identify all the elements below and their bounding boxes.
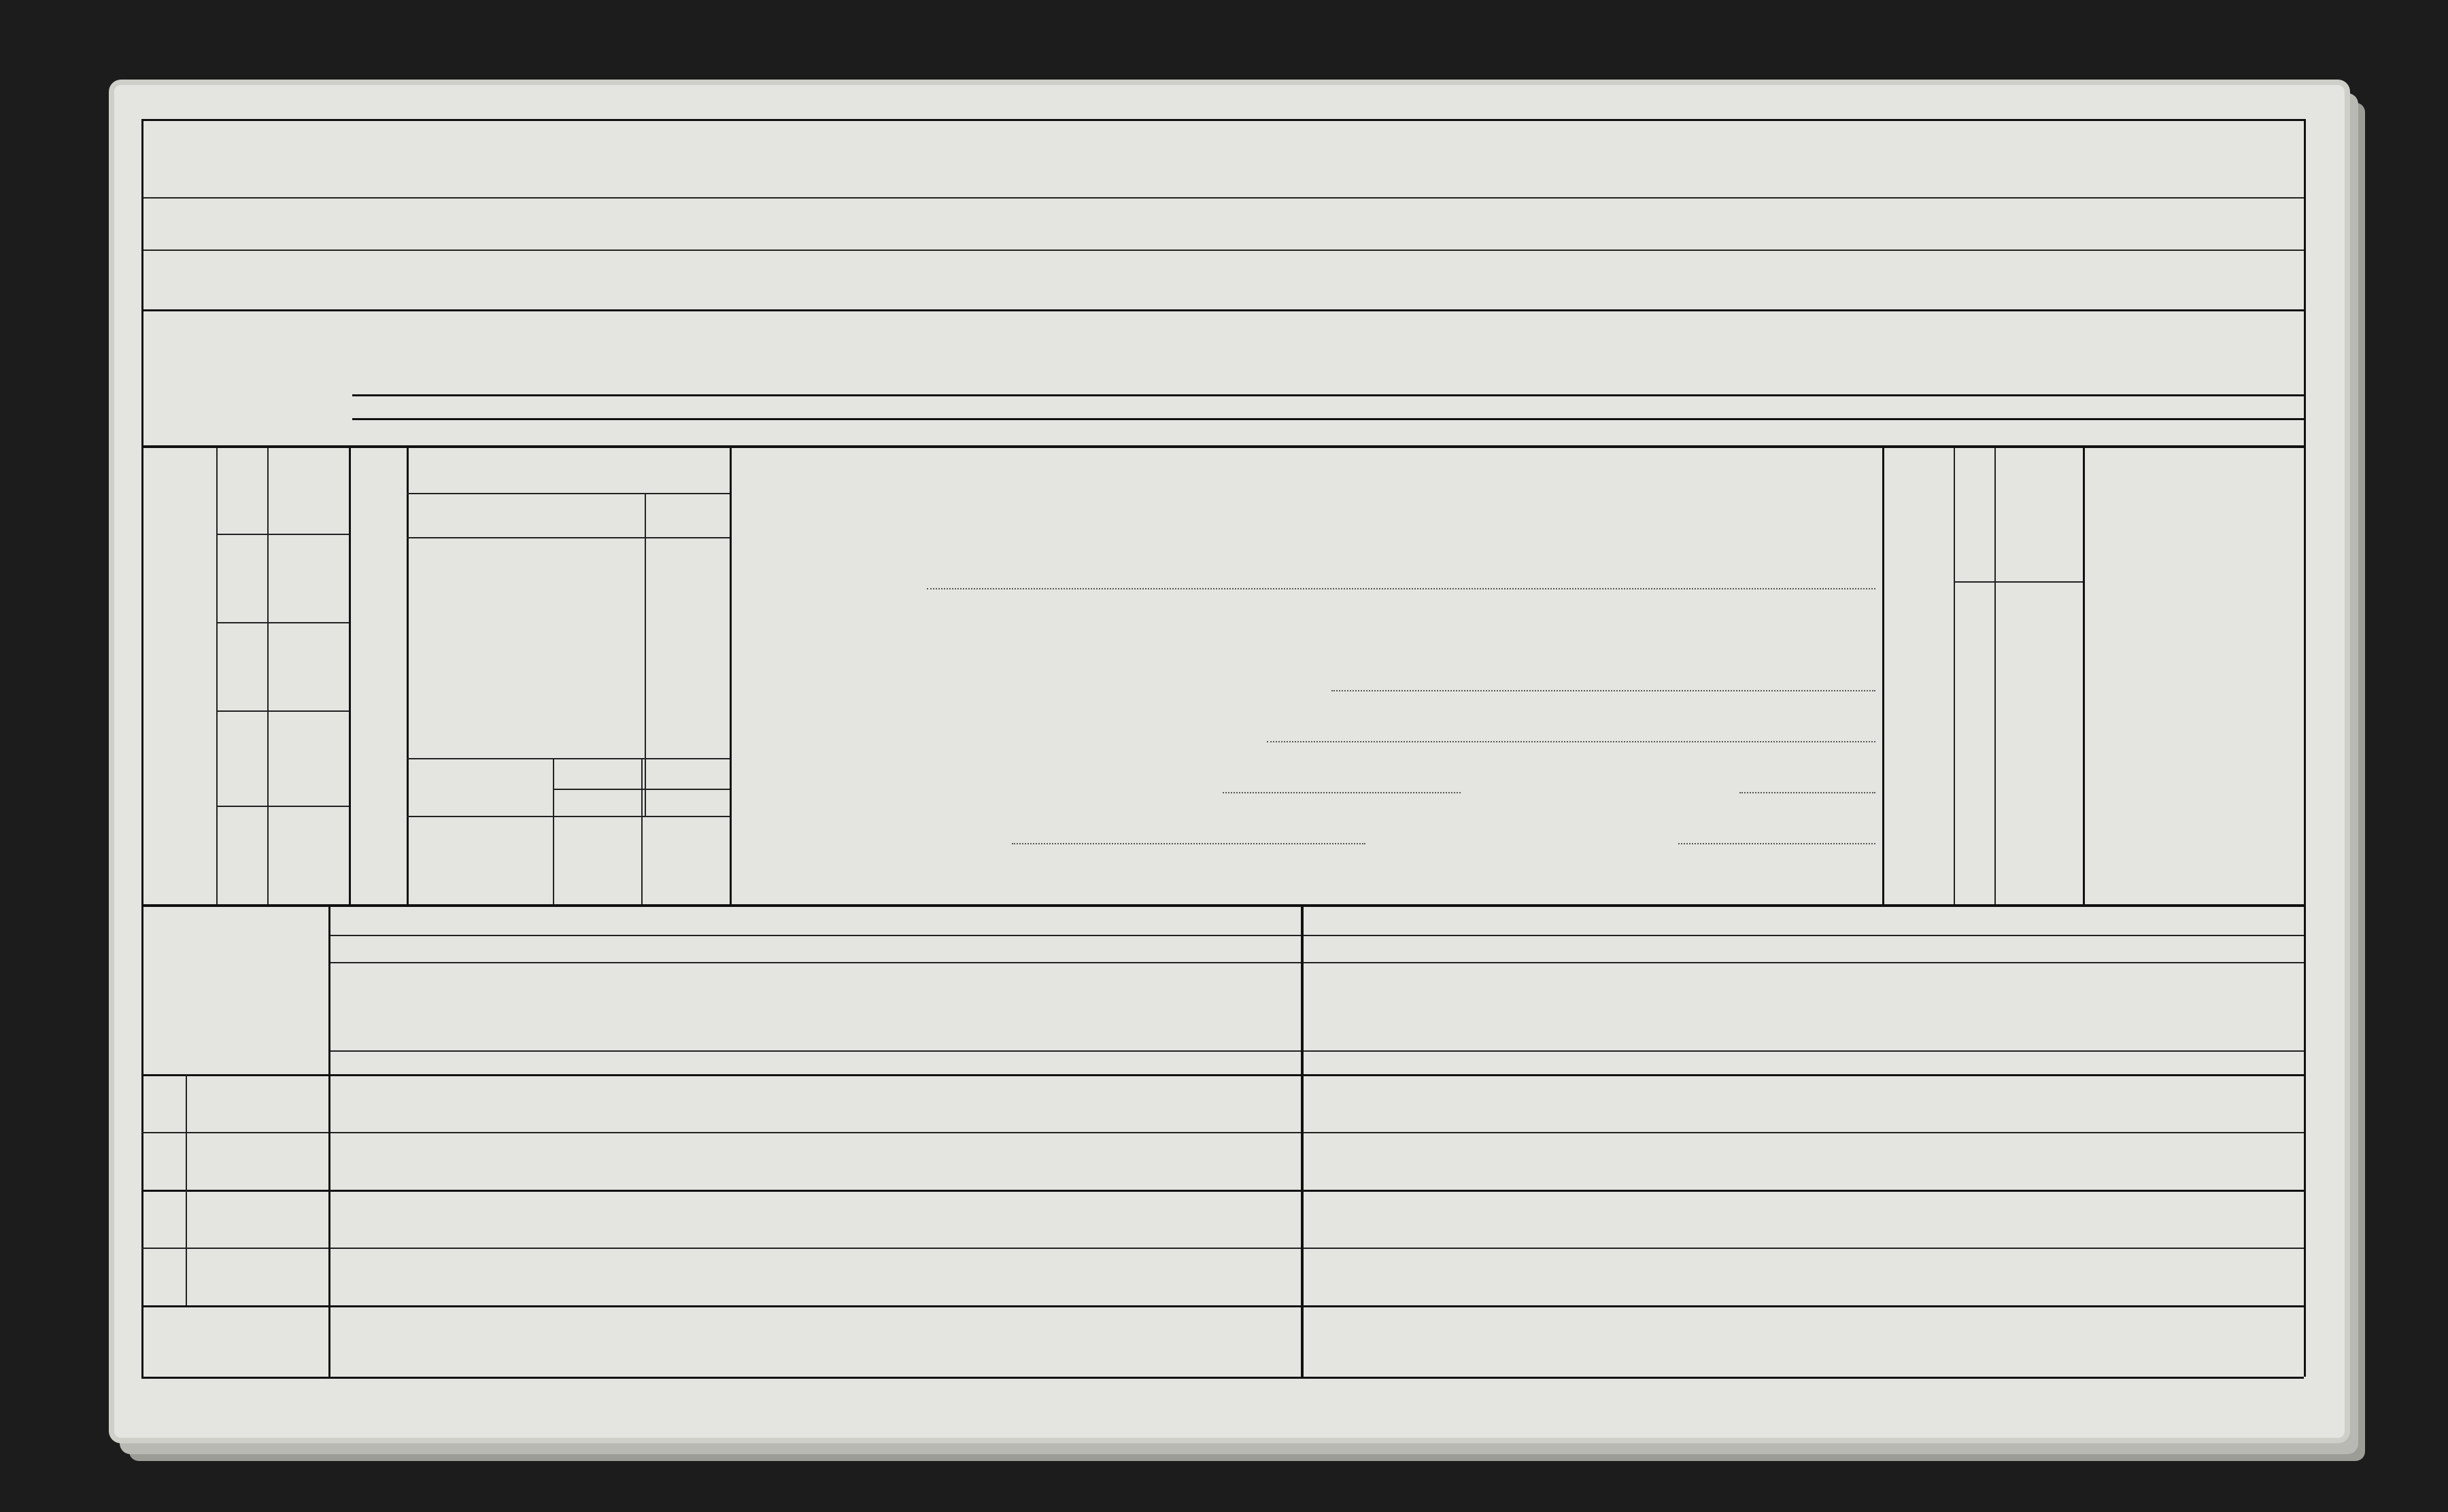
census-card [114, 85, 2345, 1438]
